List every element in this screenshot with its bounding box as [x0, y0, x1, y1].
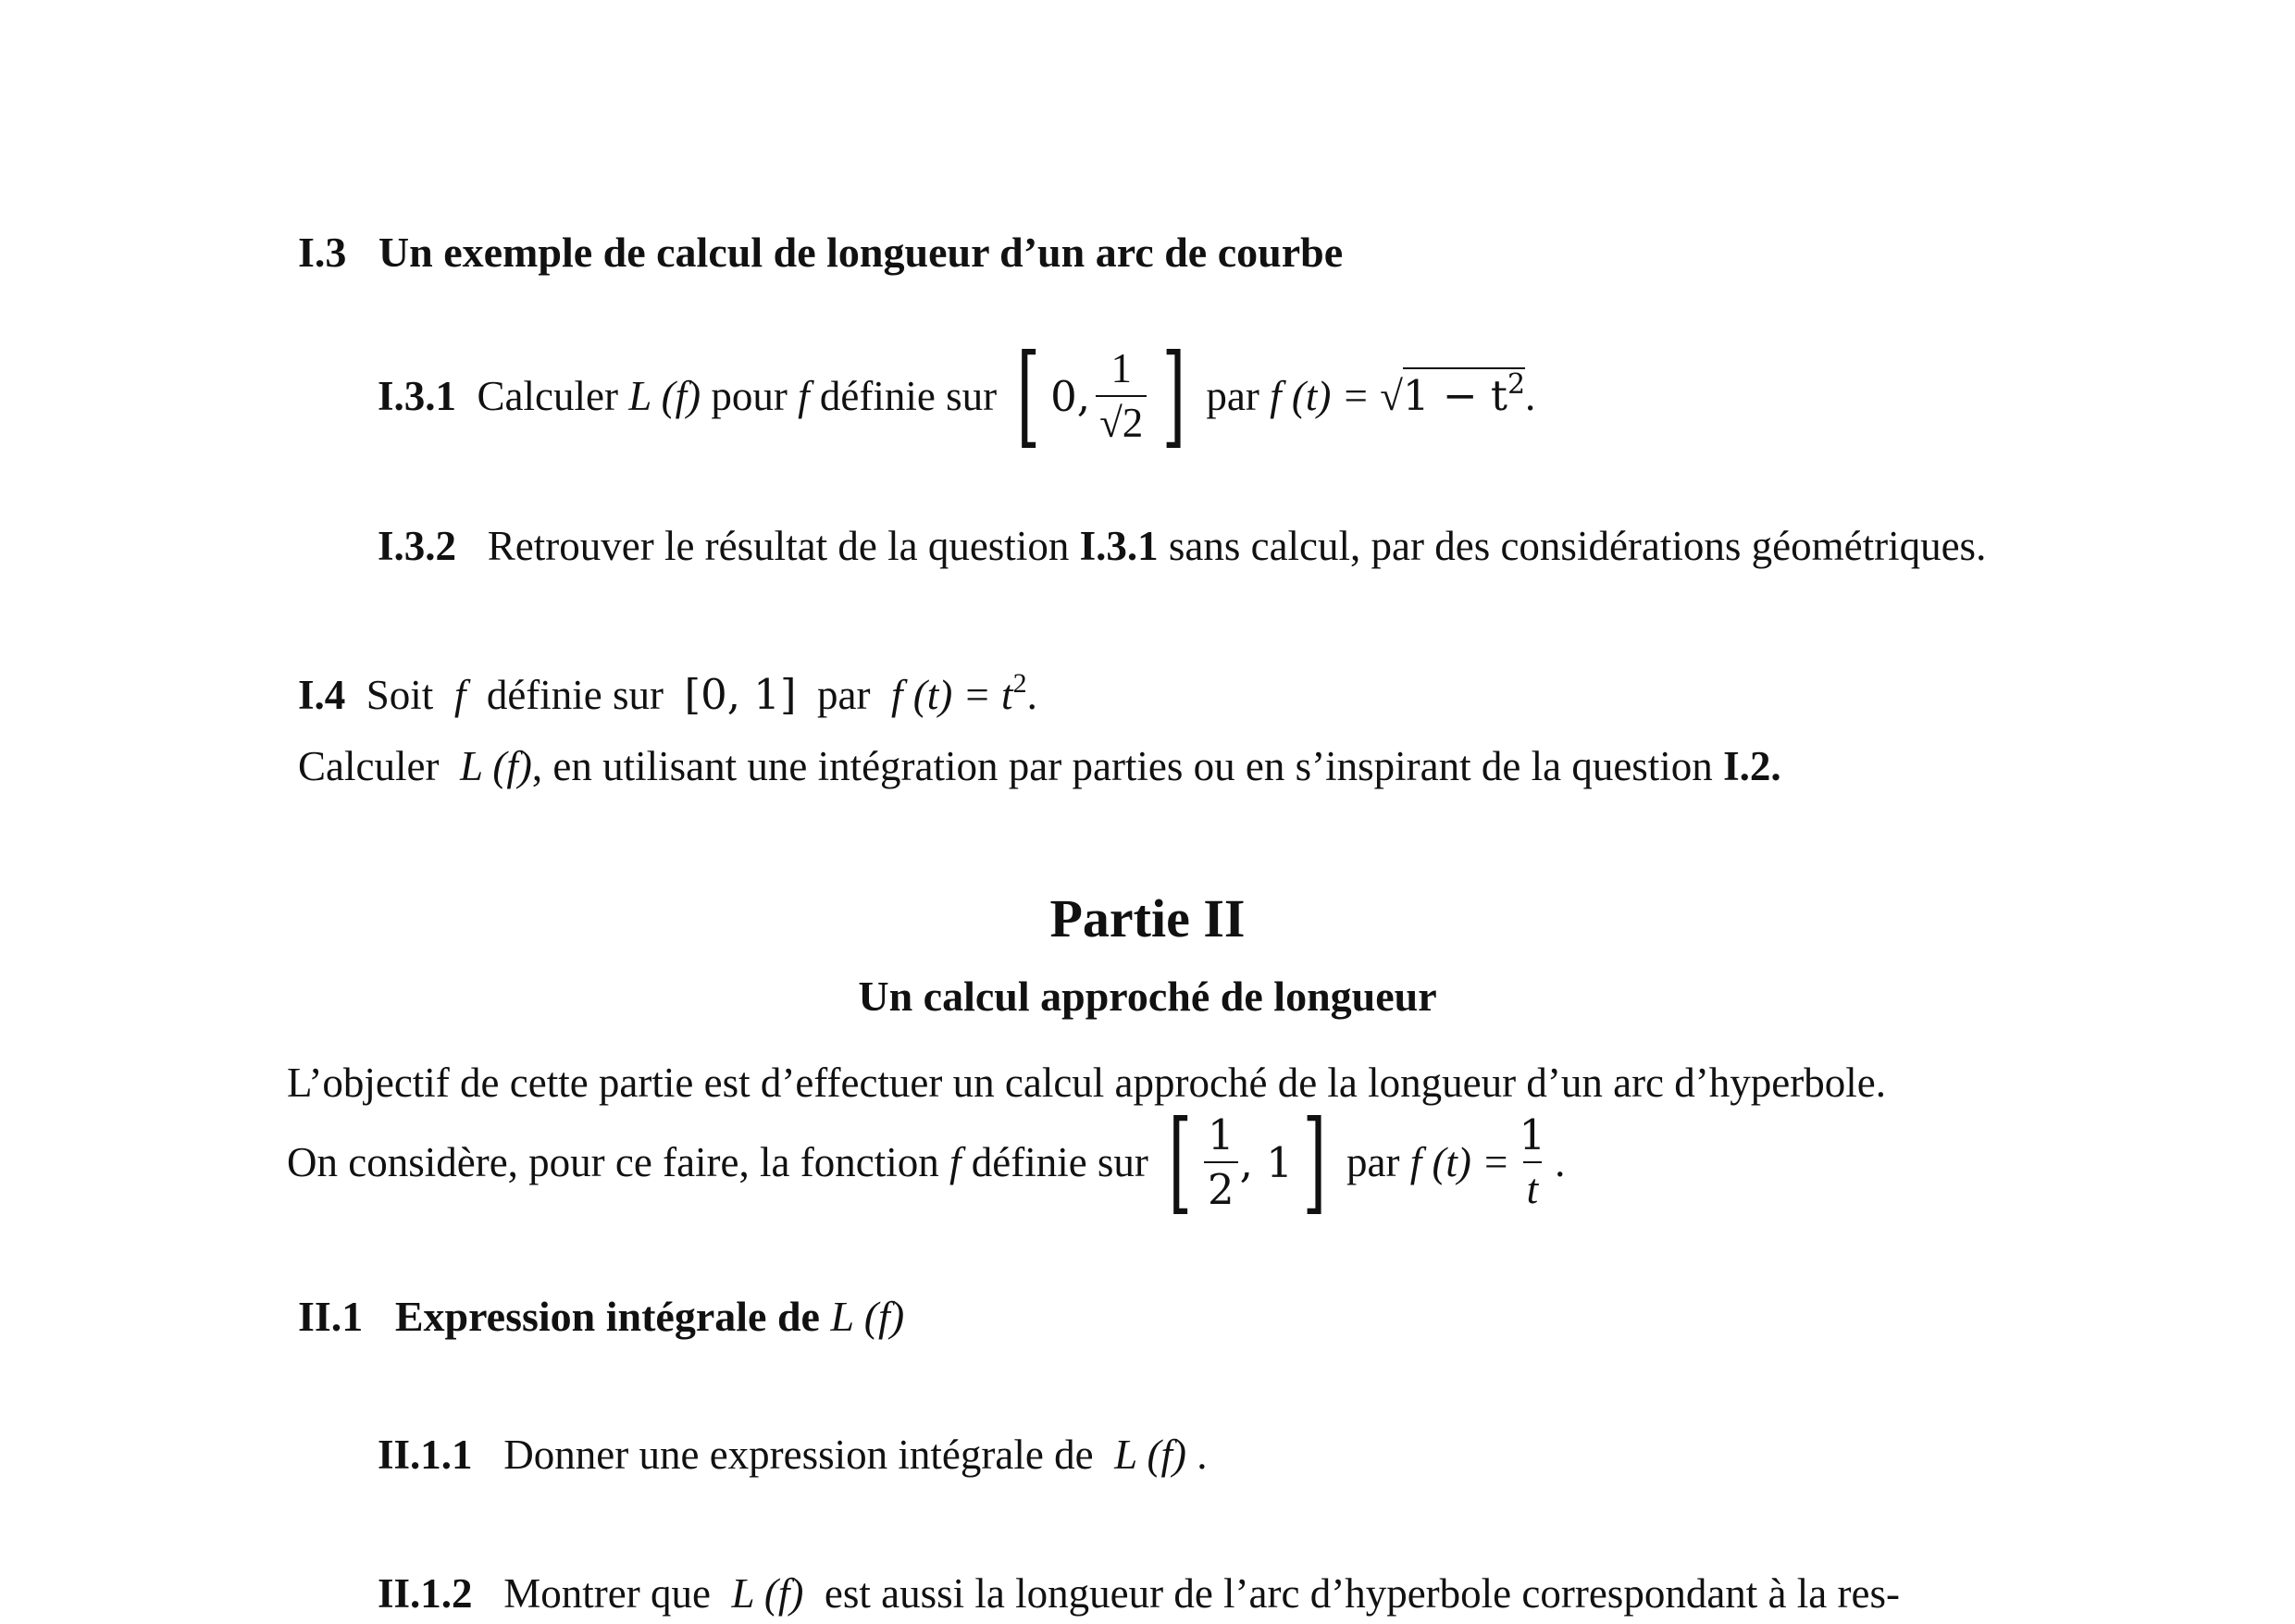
numerator: 1 — [1208, 1110, 1234, 1159]
square-root: $√1 - t^2$ — [1380, 368, 1526, 420]
text: On considère, pour ce faire, la fonction — [287, 1138, 939, 1185]
text: sans calcul, par des considérations géométriques. — [1168, 523, 1987, 569]
left-bracket: [ — [1016, 331, 1041, 460]
radicand-text: 1 − t — [1402, 371, 1507, 420]
right-bracket: ] — [1302, 1097, 1327, 1226]
period: . — [1026, 672, 1037, 718]
math-L-f: L (f) — [830, 1293, 905, 1340]
math-L-f: L (f) — [731, 1570, 804, 1617]
interval-upper: , 1 — [1239, 1137, 1293, 1187]
left-bracket: [ — [1168, 1097, 1193, 1226]
text: , en utilisant une intégration par parties ou en s’inspirant de la question — [531, 743, 1713, 789]
section-heading-I3 — [298, 231, 1343, 274]
question-I4-line2 — [298, 743, 1781, 789]
part-title: Partie II — [1049, 888, 1246, 948]
period: . — [1186, 1432, 1208, 1478]
math-f-of-t: f (t) = — [1409, 1138, 1510, 1185]
denominator: 2 — [1204, 1161, 1238, 1210]
text: par — [1206, 372, 1259, 419]
text: définie sur — [971, 1138, 1148, 1185]
question-I31 — [378, 331, 1536, 460]
section-number: II.1 — [298, 1293, 364, 1340]
part-subtitle: Un calcul approché de longueur — [858, 973, 1437, 1020]
fraction-one-over-sqrt2 — [1096, 345, 1147, 446]
period: . — [1555, 1138, 1566, 1185]
math-L-f: L (f) — [459, 743, 532, 789]
question-reference: I.2. — [1723, 743, 1781, 789]
exponent: 2 — [1012, 668, 1027, 699]
text: Donner une expression intégrale de — [503, 1432, 1094, 1478]
text: pour — [711, 372, 788, 419]
question-number: I.3.2 — [378, 523, 457, 569]
question-II11 — [378, 1434, 1208, 1476]
right-bracket: ] — [1161, 331, 1186, 460]
question-number: II.1.1 — [378, 1432, 473, 1478]
intro-line2 — [287, 1097, 1566, 1226]
radicand — [1403, 367, 1525, 420]
exponent: 2 — [1507, 368, 1526, 401]
section-title: Expression intégrale de — [394, 1293, 820, 1340]
text: par — [817, 672, 871, 718]
text: Soit — [366, 672, 434, 718]
text: par — [1346, 1138, 1400, 1185]
text: Montrer que — [503, 1570, 711, 1617]
denominator: √2 — [1096, 395, 1147, 444]
question-reference: I.3.1 — [1079, 523, 1159, 569]
text: définie sur — [486, 672, 664, 718]
numerator: 1 — [1519, 1110, 1546, 1159]
fraction-one-half — [1204, 1110, 1238, 1214]
math-f-of-t: f (t) = t — [890, 672, 1013, 718]
intro-line1: L’objectif de cette partie est d’effectuer un calcul approché de la longueur d’un arc d’hyperbole. — [287, 1060, 1886, 1106]
text: Calculer — [298, 743, 440, 789]
question-number: I.3.1 — [378, 372, 457, 419]
math-f: f — [798, 372, 810, 419]
section-number: I.3 — [298, 229, 347, 276]
text: définie sur — [819, 372, 998, 419]
math-f-of-t: f (t) = — [1270, 372, 1370, 419]
numerator: 1 — [1110, 345, 1132, 391]
math-L-f: L (f) — [628, 372, 701, 419]
text: Retrouver le résultat de la question — [487, 523, 1070, 569]
section-title: Un exemple de calcul de longueur d’un arc de courbe — [378, 229, 1344, 276]
interval: [0, 1] — [684, 670, 797, 719]
question-number: II.1.2 — [378, 1570, 473, 1617]
period: . — [1525, 372, 1536, 419]
question-I4 — [298, 668, 1037, 719]
denominator: t — [1523, 1161, 1543, 1210]
text: est aussi la longueur de l’arc d’hyperbole correspondant à la res- — [824, 1570, 1900, 1617]
math-f: f — [453, 672, 466, 718]
section-heading-II1 — [298, 1295, 904, 1338]
text: Calculer — [477, 372, 618, 419]
math-L-f: L (f) — [1114, 1432, 1186, 1478]
question-II12 — [378, 1570, 1900, 1617]
fraction-one-over-t — [1516, 1110, 1550, 1212]
question-number: I.4 — [298, 672, 346, 718]
math-f: f — [949, 1138, 961, 1185]
interval-lower: 0, — [1050, 371, 1091, 421]
question-I32 — [378, 523, 1987, 569]
